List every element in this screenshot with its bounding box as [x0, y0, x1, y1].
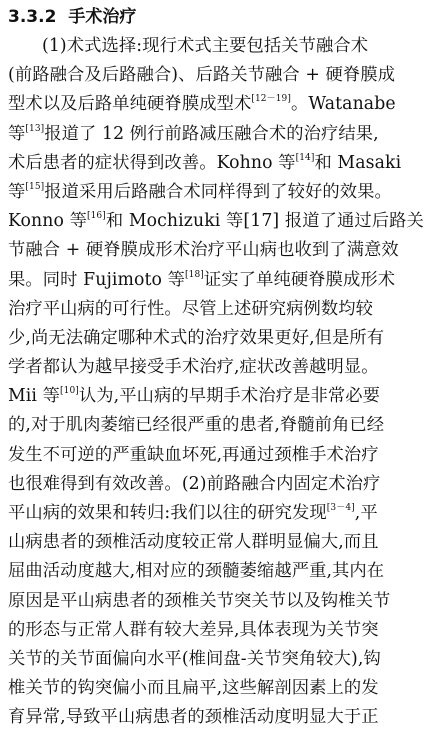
line-text-after: 和 Masaki — [314, 152, 402, 173]
citation-ref: [14] — [295, 152, 315, 163]
line-text: 术后患者的症状得到改善。Kohno 等 — [8, 152, 296, 173]
line-text: 屈曲活动度越大,相对应的颈髓萎缩越严重,其内在 — [8, 561, 385, 582]
text-line — [8, 266, 438, 295]
text-line — [8, 470, 438, 499]
line-text: 果。同时 Fujimoto 等 — [8, 269, 186, 290]
line-text: (1)术式选择:现行术式主要包括关节融合术 — [42, 36, 369, 56]
text-line — [8, 32, 438, 61]
text-line — [8, 616, 438, 645]
text-line — [8, 178, 438, 207]
line-text: Konno 等 — [8, 211, 87, 232]
line-text-after: 报道了 12 例行前路减压融合术的治疗结果, — [44, 123, 379, 144]
line-text: 的,对于肌肉萎缩已经很严重的患者,脊髓前角已经 — [8, 415, 385, 436]
section-number: 3.3.2 — [8, 7, 57, 27]
line-text: 山病患者的颈椎活动度较正常人群明显偏大,而且 — [8, 532, 379, 553]
line-text-after: 和 Mochizuki 等[17] 报道了通过后路关 — [105, 211, 424, 232]
text-line — [8, 587, 438, 616]
line-text: 等 — [8, 123, 26, 144]
citation-ref: [13] — [25, 123, 45, 134]
line-text: 少,尚无法确定哪种术式的治疗效果更好,但是所有 — [8, 327, 385, 348]
line-text-after: 。Watanabe — [290, 94, 396, 115]
text-line — [8, 353, 438, 382]
line-text: 的形态与正常人群有较大差异,具体表现为关节突 — [8, 619, 379, 640]
text-line — [8, 557, 438, 586]
line-text: 治疗平山病的可行性。尽管上述研究病例数均较 — [8, 298, 374, 319]
line-text: 学者都认为越早接受手术治疗,症状改善越明显。 — [8, 357, 379, 378]
line-text-after: 证实了单纯硬脊膜成形术 — [203, 269, 396, 290]
body-text — [8, 32, 438, 733]
line-text: 型术以及后路单纯硬脊膜成型术 — [8, 94, 252, 115]
line-text: 原因是平山病患者的颈椎关节突关节以及钩椎关节 — [8, 590, 391, 611]
line-text: 也很难得到有效改善。(2)前路融合内固定术治疗 — [8, 473, 381, 494]
citation-ref: [15] — [25, 181, 45, 192]
line-text: 关节的关节面偏向水平(椎间盘-关节突角较大),钩 — [8, 648, 381, 669]
line-text-after: 报道采用后路融合术同样得到了较好的效果。 — [44, 181, 392, 202]
text-line — [8, 207, 438, 236]
citation-ref: [16] — [87, 211, 106, 222]
line-text: Mii 等 — [8, 386, 61, 407]
line-text-after: ,平 — [354, 503, 378, 523]
text-line — [8, 382, 438, 411]
citation-ref: [12－19] — [251, 94, 291, 105]
text-line — [8, 149, 438, 178]
text-line — [8, 645, 438, 674]
text-line — [8, 441, 438, 470]
text-line — [8, 703, 438, 732]
citation-ref: [18] — [185, 269, 204, 280]
text-line — [8, 90, 438, 119]
text-line — [8, 528, 438, 557]
text-line — [8, 61, 438, 90]
text-line — [8, 499, 438, 528]
section-title: 手术治疗 — [68, 7, 137, 27]
text-line — [8, 324, 438, 353]
text-line — [8, 295, 438, 324]
section-heading — [8, 4, 438, 30]
line-text: 椎关节的钩突偏小而且扁平,这些解剖因素上的发 — [8, 678, 379, 699]
citation-ref: [10] — [60, 386, 79, 397]
line-text-after: 认为,平山病的早期手术治疗是非常必要 — [78, 386, 380, 407]
text-line — [8, 411, 438, 440]
line-text: 节融合 + 硬脊膜成形术治疗平山病也收到了满意效 — [8, 240, 399, 261]
line-text: 发生不可逆的严重缺血坏死,再通过颈椎手术治疗 — [8, 444, 379, 465]
text-line — [8, 120, 438, 149]
citation-ref: [3－4] — [326, 503, 355, 513]
line-text: 等 — [8, 181, 26, 202]
text-line — [8, 674, 438, 703]
line-text: (前路融合及后路融合)、后路关节融合 + 硬脊膜成 — [8, 65, 396, 86]
line-text: 育异常,导致平山病患者的颈椎活动度明显大于正 — [8, 707, 379, 728]
line-text: 平山病的效果和转归:我们以往的研究发现 — [8, 503, 327, 523]
text-line — [8, 236, 438, 265]
